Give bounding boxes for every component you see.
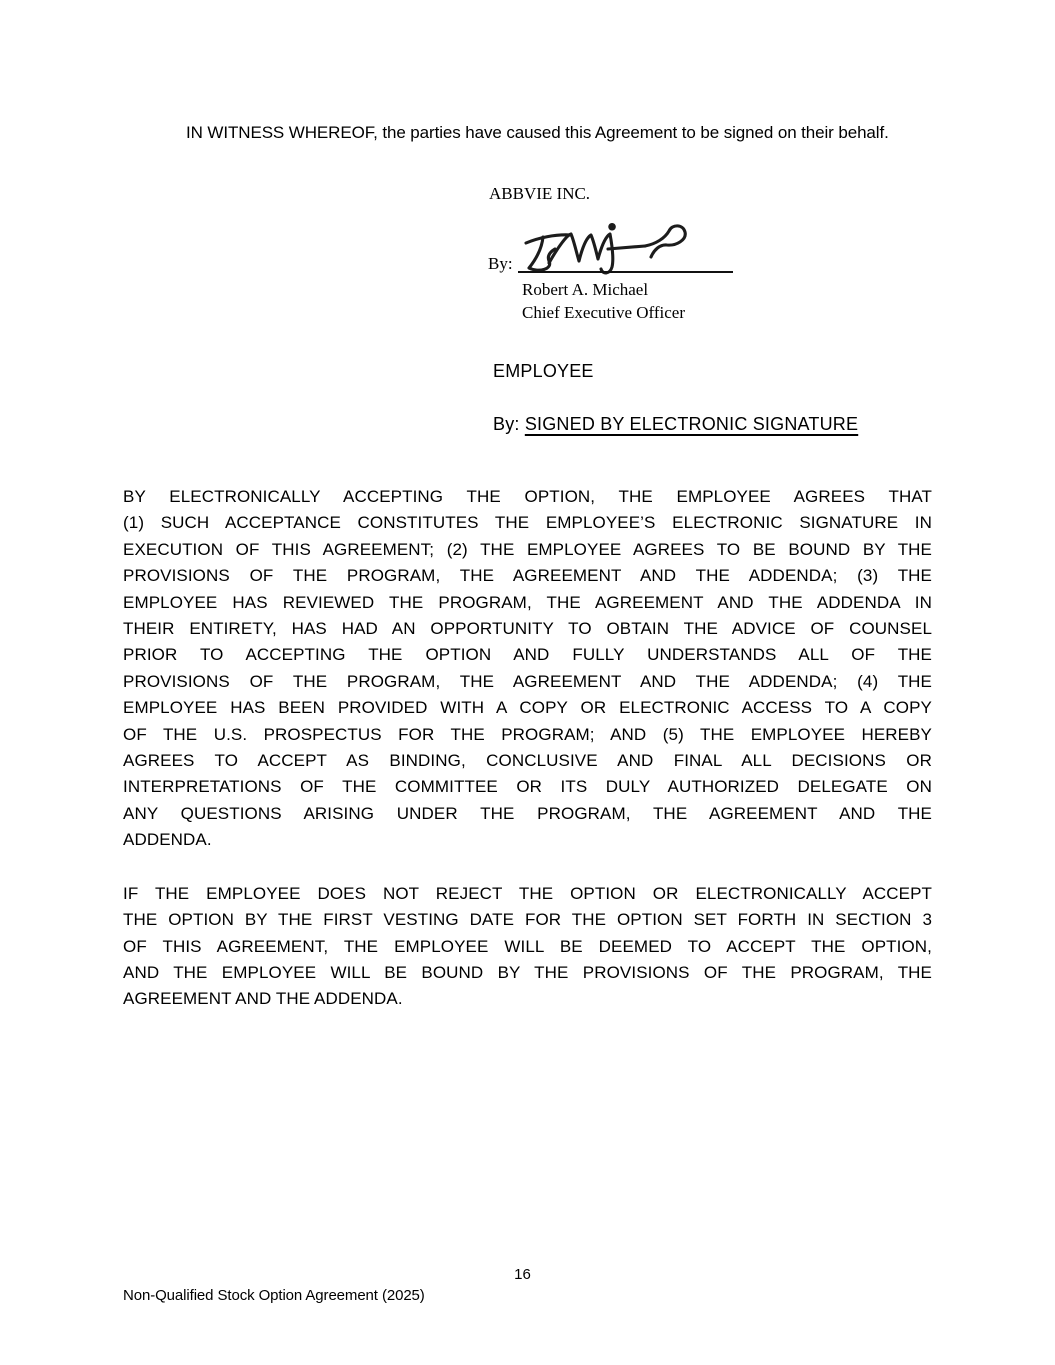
paragraph-line: AND THE EMPLOYEE WILL BE BOUND BY THE PROVISIONS OF THE PROGRAM, THE [123, 962, 932, 982]
paragraph-line: THE OPTION BY THE FIRST VESTING DATE FOR THE OPTION SET FORTH IN SECTION 3 [123, 910, 932, 930]
deemed-acceptance-paragraph [123, 881, 932, 1013]
witness-clause-line: IN WITNESS WHEREOF, the parties have caused this Agreement to be signed on their behalf. [186, 123, 889, 142]
footer-document-title: Non-Qualified Stock Option Agreement (2025) [123, 1287, 425, 1304]
paragraph-line: PROVISIONS OF THE PROGRAM, THE AGREEMENT AND THE ADDENDA; (4) THE [123, 671, 932, 691]
paragraph-line: PROVISIONS OF THE PROGRAM, THE AGREEMENT AND THE ADDENDA; (3) THE [123, 566, 932, 586]
company-name: ABBVIE INC. [489, 184, 591, 203]
paragraph-line: ADDENDA. [123, 830, 212, 850]
paragraph-line: IF THE EMPLOYEE DOES NOT REJECT THE OPTION OR ELECTRONICALLY ACCEPT [123, 883, 932, 903]
paragraph-line: EMPLOYEE HAS REVIEWED THE PROGRAM, THE AGREEMENT AND THE ADDENDA IN [123, 592, 932, 612]
paragraph-line: AGREES TO ACCEPT AS BINDING, CONCLUSIVE AND FINAL ALL DECISIONS OR [123, 751, 932, 771]
paragraph-line: EXECUTION OF THIS AGREEMENT; (2) THE EMPLOYEE AGREES TO BE BOUND BY THE [123, 539, 932, 559]
paragraph-line: INTERPRETATIONS OF THE COMMITTEE OR ITS DULY AUTHORIZED DELEGATE ON [123, 777, 932, 797]
paragraph-line: AGREEMENT AND THE ADDENDA. [123, 989, 403, 1009]
paragraph-line: THEIR ENTIRETY, HAS HAD AN OPPORTUNITY TO OBTAIN THE ADVICE OF COUNSEL [123, 619, 932, 639]
signer-title: Chief Executive Officer [522, 303, 686, 322]
employee-heading: EMPLOYEE [493, 361, 594, 381]
signer-name: Robert A. Michael [522, 280, 649, 299]
company-by-label: By: [488, 254, 513, 273]
acceptance-paragraph [123, 484, 932, 854]
paragraph-line: OF THIS AGREEMENT, THE EMPLOYEE WILL BE DEEMED TO ACCEPT THE OPTION, [123, 936, 932, 956]
signature-line [518, 271, 733, 273]
paragraph-line: ANY QUESTIONS ARISING UNDER THE PROGRAM, THE AGREEMENT AND THE [123, 803, 932, 823]
page-number: 16 [514, 1266, 531, 1283]
paragraph-line: (1) SUCH ACCEPTANCE CONSTITUTES THE EMPLOYEE’S ELECTRONIC SIGNATURE IN [123, 513, 932, 533]
handwritten-signature-icon [524, 221, 702, 277]
paragraph-line: EMPLOYEE HAS BEEN PROVIDED WITH A COPY OR ELECTRONIC ACCESS TO A COPY [123, 698, 932, 718]
employee-by-label: By: [493, 414, 525, 434]
electronic-signature-text: SIGNED BY ELECTRONIC SIGNATURE [524, 414, 859, 434]
body-copy [123, 484, 932, 1040]
paragraph-line: BY ELECTRONICALLY ACCEPTING THE OPTION, THE EMPLOYEE AGREES THAT [123, 487, 932, 506]
paragraph-line: OF THE U.S. PROSPECTUS FOR THE PROGRAM; AND (5) THE EMPLOYEE HEREBY [123, 724, 932, 744]
employee-signature-line [493, 414, 858, 435]
paragraph-line: PRIOR TO ACCEPTING THE OPTION AND FULLY UNDERSTANDS ALL OF THE [123, 645, 932, 665]
